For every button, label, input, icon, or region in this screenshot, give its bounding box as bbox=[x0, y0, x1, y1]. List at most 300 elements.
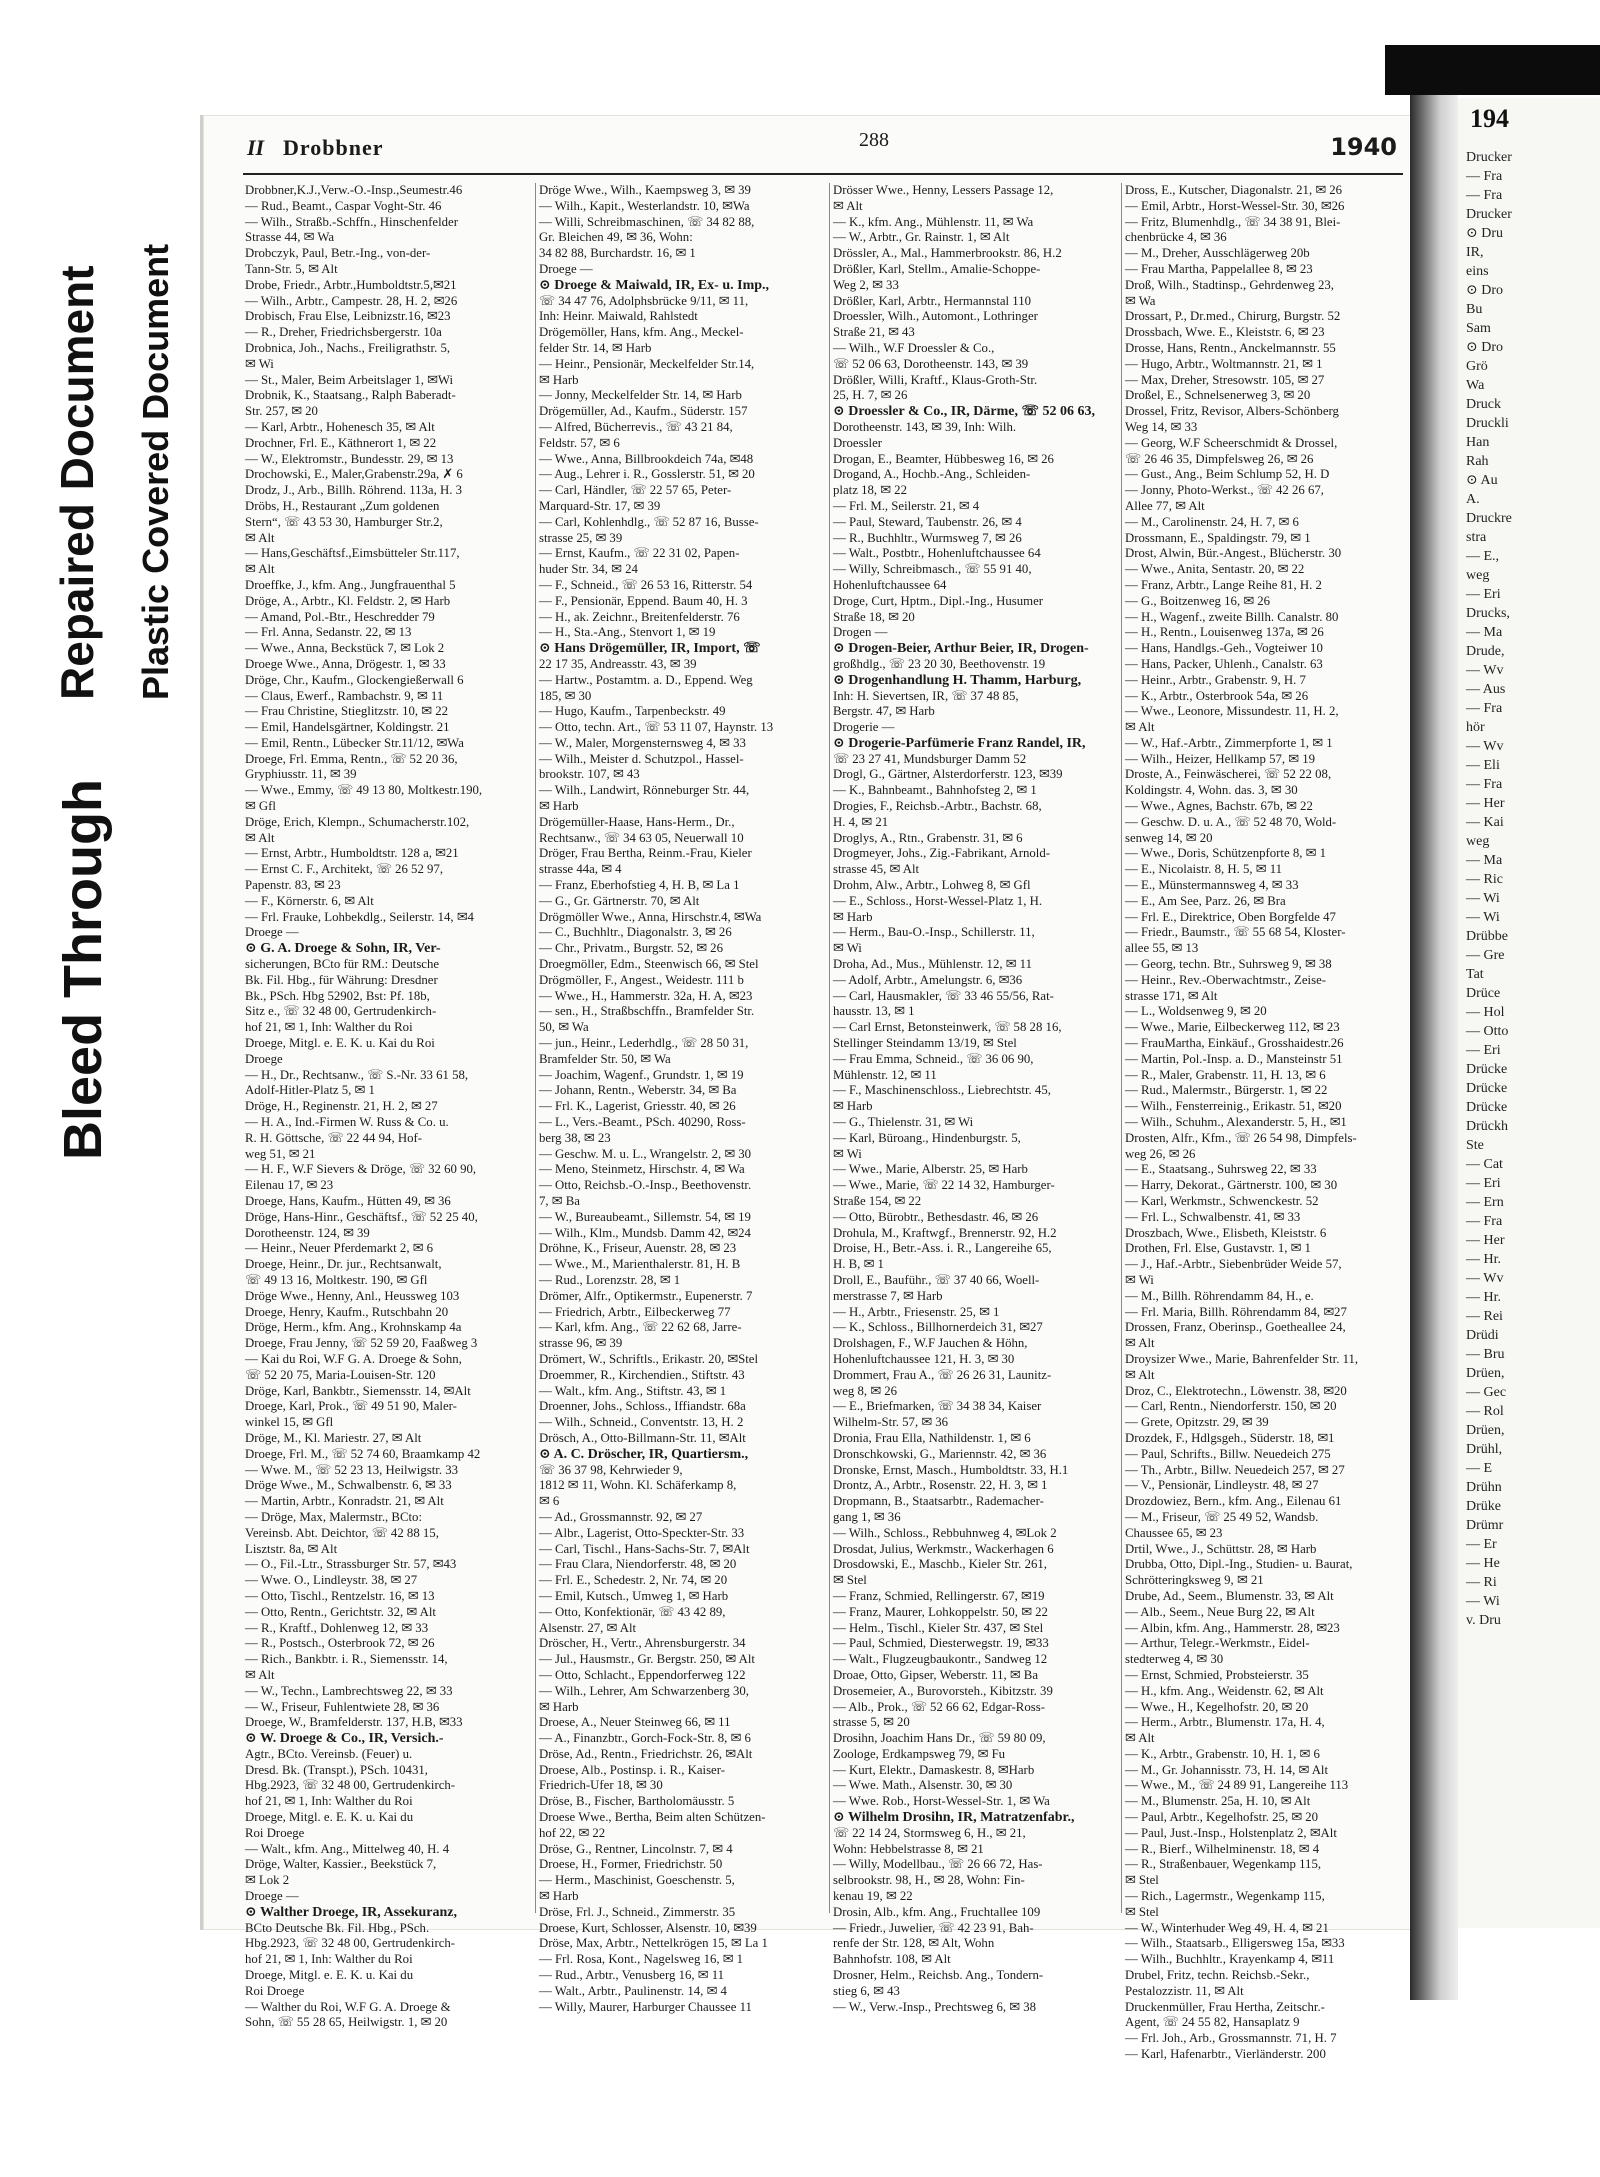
directory-entry: Marquard-Str. 17, ✉ 39 bbox=[539, 498, 661, 513]
neighbor-page-line: — Eri bbox=[1466, 587, 1501, 602]
directory-entry: — Ernst, Kaufm., ☏ 22 31 02, Papen- bbox=[539, 546, 740, 561]
directory-entry: ☏ 34 47 76, Adolphsbrücke 9/11, ✉ 11, bbox=[539, 293, 749, 308]
directory-entry: Drogan, E., Beamter, Hübbesweg 16, ✉ 26 bbox=[833, 451, 1054, 466]
directory-entry: — Alfred, Bücherrevis., ☏ 43 21 84, bbox=[539, 419, 733, 434]
directory-entry: — W., Elektromstr., Bundesstr. 29, ✉ 13 bbox=[245, 451, 454, 466]
neighbor-page-line: Drückh bbox=[1466, 1119, 1508, 1134]
directory-entry: ⊙ G. A. Droege & Sohn, IR, Ver- bbox=[245, 941, 441, 957]
directory-entry: winkel 15, ✉ Gfl bbox=[245, 1415, 334, 1430]
directory-entry: ✉ Harb bbox=[833, 1099, 873, 1114]
directory-entry: Straße 154, ✉ 22 bbox=[833, 1194, 922, 1208]
directory-entry: Stern“, ☏ 43 53 30, Hamburger Str.2, bbox=[245, 514, 443, 529]
neighbor-page-line: Drucker bbox=[1466, 207, 1512, 222]
directory-entry: — Harry, Dekorat., Gärtnerstr. 100, ✉ 30 bbox=[1125, 1178, 1338, 1193]
directory-entry: Bahnhofstr. 108, ✉ Alt bbox=[833, 1952, 951, 1967]
directory-entry: berg 38, ✉ 23 bbox=[539, 1130, 611, 1145]
directory-entry: — Wwe., Leonore, Missundestr. 11, H. 2, bbox=[1125, 704, 1339, 719]
directory-entry: — sen., H., Straßbschffn., Bramfelder Str. bbox=[539, 1004, 755, 1019]
directory-entry: — Wwe., Marie, Eilbeckerweg 112, ✉ 23 bbox=[1125, 1020, 1340, 1035]
directory-entry: — Max, Dreher, Stresowstr. 105, ✉ 27 bbox=[1125, 372, 1325, 387]
directory-entry: ✉ Wi bbox=[245, 356, 274, 371]
directory-entry: 185, ✉ 30 bbox=[539, 688, 592, 703]
directory-entry: Drozdowiez, Bern., kfm. Ang., Eilenau 61 bbox=[1125, 1494, 1342, 1509]
directory-entry: Drogies, F., Reichsb.-Arbtr., Bachstr. 68, bbox=[833, 799, 1042, 814]
directory-entry: Lisztstr. 8a, ✉ Alt bbox=[245, 1541, 338, 1556]
directory-entry: — Wilh., Arbtr., Campestr. 28, H. 2, ✉26 bbox=[245, 293, 458, 308]
directory-entry: 50, ✉ Wa bbox=[539, 1020, 589, 1035]
directory-entry: — Georg, W.F Scheerschmidt & Drossel, bbox=[1125, 435, 1338, 450]
directory-entry: — Wilh., Schloss., Rebbuhnweg 4, ✉Lok 2 bbox=[833, 1525, 1057, 1540]
neighbor-page-year: 194 bbox=[1470, 104, 1509, 133]
directory-entry: — Frl. Joh., Arb., Grossmannstr. 71, H. 7 bbox=[1125, 2031, 1337, 2046]
directory-entry: Dröscher, H., Vertr., Ahrensburgerstr. 34 bbox=[539, 1636, 746, 1651]
directory-entry: hof 21, ✉ 1, Inh: Walther du Roi bbox=[245, 1794, 413, 1809]
directory-entry: — H., Rentn., Louisenweg 137a, ✉ 26 bbox=[1125, 625, 1324, 640]
directory-entry: Straße 21, ✉ 43 bbox=[833, 325, 915, 340]
directory-entry: — Otto, Reichsb.-O.-Insp., Beethovenstr. bbox=[539, 1178, 752, 1193]
directory-entry: — Wwe. O., Lindleystr. 38, ✉ 27 bbox=[245, 1573, 418, 1588]
column-divider bbox=[829, 183, 830, 1913]
directory-entry: ⊙ Hans Drögemüller, IR, Import, ☏ bbox=[539, 641, 761, 657]
directory-entry: gang 1, ✉ 36 bbox=[833, 1509, 901, 1524]
directory-entry: Drolshagen, F., W.F Jauchen & Höhn, bbox=[833, 1336, 1028, 1351]
directory-entry: — Wwe., Marie, ☏ 22 14 32, Hamburger- bbox=[833, 1178, 1055, 1193]
directory-entry: — Georg, techn. Btr., Suhrsweg 9, ✉ 38 bbox=[1125, 957, 1332, 972]
directory-entry: Bergstr. 47, ✉ Harb bbox=[833, 704, 935, 719]
neighbor-page-line: weg bbox=[1466, 834, 1490, 849]
directory-entry: Droege, W., Bramfelderstr. 137, H.B, ✉33 bbox=[245, 1715, 463, 1730]
directory-entry: Sitz e., ☏ 32 48 00, Gertrudenkirch- bbox=[245, 1004, 437, 1019]
neighbor-page-line: Wa bbox=[1466, 378, 1485, 393]
neighbor-page-line: Drücke bbox=[1466, 1100, 1508, 1115]
directory-entry: Dröse, Max, Arbtr., Nettelkrögen 15, ✉ La 1 bbox=[539, 1936, 768, 1951]
directory-entry: ⊙ Wilhelm Drosihn, IR, Matratzenfabr., bbox=[833, 1810, 1075, 1826]
directory-entry: — Rich., Lagermstr., Wegenkamp 115, bbox=[1125, 1889, 1325, 1904]
directory-entry: Droll, E., Bauführ., ☏ 37 40 66, Woell- bbox=[833, 1272, 1040, 1287]
directory-entry: — M., Friseur, ☏ 25 49 52, Wandsb. bbox=[1125, 1509, 1319, 1524]
neighbor-page-line: — Fra bbox=[1466, 1214, 1503, 1229]
directory-entry: — Frau Christine, Stieglitzstr. 10, ✉ 22 bbox=[245, 704, 449, 719]
directory-entry: Drogl, G., Gärtner, Alsterdorferstr. 123, ✉39 bbox=[833, 767, 1063, 782]
directory-entry: sicherungen, BCto für RM.: Deutsche bbox=[245, 957, 440, 972]
directory-entry: Str. 257, ✉ 20 bbox=[245, 404, 318, 419]
directory-entry: — E., Staatsang., Suhrsweg 22, ✉ 33 bbox=[1125, 1162, 1317, 1177]
directory-entry: — Wwe., Anna, Billbrookdeich 74a, ✉48 bbox=[539, 451, 754, 466]
page-title: Drobbner bbox=[283, 135, 384, 160]
directory-entry: 25, H. 7, ✉ 26 bbox=[833, 388, 908, 403]
directory-entry: Rechtsanw., ☏ 34 63 05, Neuerwall 10 bbox=[539, 830, 744, 845]
directory-entry: — Meno, Steinmetz, Hirschstr. 4, ✉ Wa bbox=[539, 1162, 745, 1177]
directory-entry: ✉ Lok 2 bbox=[245, 1873, 290, 1888]
directory-entry: Dröge, Herm., kfm. Ang., Krohnskamp 4a bbox=[245, 1320, 462, 1335]
directory-entry: — Chr., Privatm., Burgstr. 52, ✉ 26 bbox=[539, 941, 723, 956]
neighbor-page-line: — Ric bbox=[1466, 872, 1503, 887]
directory-entry: Feldstr. 57, ✉ 6 bbox=[539, 435, 620, 450]
directory-entry: Drossmann, E., Spaldingstr. 79, ✉ 1 bbox=[1125, 530, 1311, 545]
neighbor-page-line: — Her bbox=[1466, 796, 1505, 811]
directory-entry: — Wilh., Schuhm., Alexanderstr. 5, H., ✉1 bbox=[1125, 1115, 1347, 1130]
directory-entry: Dross, E., Kutscher, Diagonalstr. 21, ✉ 26 bbox=[1125, 183, 1343, 197]
directory-entry: — Emil, Arbtr., Horst-Wessel-Str. 30, ✉26 bbox=[1125, 198, 1345, 213]
directory-entry: — Frl. Maria, Billh. Röhrendamm 84, ✉27 bbox=[1125, 1304, 1347, 1319]
directory-entry: — Alb., Prok., ☏ 52 66 62, Edgar-Ross- bbox=[833, 1699, 1045, 1714]
directory-entry: Drossart, P., Dr.med., Chirurg, Burgstr. 52 bbox=[1125, 309, 1341, 324]
directory-entry: Droege, Frau Jenny, ☏ 52 59 20, Faaßweg 3 bbox=[245, 1336, 478, 1351]
directory-entry: ✉ Wi bbox=[833, 941, 862, 956]
directory-entry: ☏ 22 14 24, Stormsweg 6, H., ✉ 21, bbox=[833, 1825, 1026, 1840]
neighbor-page-line: — Eli bbox=[1466, 758, 1500, 773]
directory-entry: — H., Wagenf., zweite Billh. Canalstr. 80 bbox=[1125, 609, 1339, 624]
directory-entry: — A., Finanzbtr., Gorch-Fock-Str. 8, ✉ 6 bbox=[539, 1731, 751, 1746]
directory-entry: strasse 45, ✉ Alt bbox=[833, 862, 920, 877]
directory-entry: — Adolf, Arbtr., Amelungstr. 6, ✉36 bbox=[833, 972, 1023, 987]
directory-entry: ⊙ Droessler & Co., IR, Därme, ☏ 52 06 63, bbox=[833, 404, 1096, 420]
directory-entry: stedterweg 4, ✉ 30 bbox=[1125, 1652, 1224, 1667]
neighbor-page-line: — Ern bbox=[1466, 1195, 1504, 1210]
directory-entry: Straße 18, ✉ 20 bbox=[833, 609, 915, 624]
directory-entry: — St., Maler, Beim Arbeitslager 1, ✉Wi bbox=[245, 372, 454, 387]
directory-entry: Droege, Hans, Kaufm., Hütten 49, ✉ 36 bbox=[245, 1194, 451, 1208]
neighbor-page-line: — Wi bbox=[1466, 910, 1500, 925]
directory-entry: ✉ Alt bbox=[1125, 1731, 1155, 1746]
directory-entry: — Heinr., Pensionär, Meckelfelder Str.14, bbox=[539, 356, 755, 371]
directory-entry: Drosdowski, E., Maschb., Kieler Str. 261, bbox=[833, 1557, 1047, 1572]
neighbor-page-line: — Bru bbox=[1466, 1347, 1505, 1362]
directory-entry: großhdlg., ☏ 23 20 30, Beethovenstr. 19 bbox=[833, 656, 1046, 671]
directory-entry: — Wwe., H., Kegelhofstr. 20, ✉ 20 bbox=[1125, 1699, 1309, 1714]
directory-entry: — M., Billh. Röhrendamm 84, H., e. bbox=[1125, 1288, 1314, 1303]
neighbor-page-line: Drüke bbox=[1466, 1499, 1501, 1514]
directory-entry: Weg 14, ✉ 33 bbox=[1125, 419, 1198, 434]
neighbor-page bbox=[1458, 98, 1600, 1928]
directory-entry: Droese, H., Former, Friedrichstr. 50 bbox=[539, 1857, 723, 1872]
directory-entry: Drtil, Wwe., J., Schüttstr. 28, ✉ Harb bbox=[1125, 1541, 1317, 1556]
directory-entry: — C., Buchhltr., Diagonalstr. 3, ✉ 26 bbox=[539, 925, 732, 940]
neighbor-page-line: — Cat bbox=[1466, 1157, 1503, 1172]
directory-entry: ⊙ Droege & Maiwald, IR, Ex- u. Imp., bbox=[539, 277, 770, 293]
directory-entry: — Friedrich, Arbtr., Eilbeckerweg 77 bbox=[539, 1304, 731, 1319]
directory-entry: ☏ 26 46 35, Dimpfelsweg 26, ✉ 26 bbox=[1125, 451, 1314, 466]
directory-entry: strasse 171, ✉ Alt bbox=[1125, 988, 1218, 1003]
directory-entry: Droege — bbox=[539, 261, 593, 276]
directory-entry: ⊙ Drogen-Beier, Arthur Beier, IR, Drogen- bbox=[833, 641, 1089, 657]
directory-entry: — Wwe., M., Marienthalerstr. 81, H. B bbox=[539, 1257, 741, 1272]
neighbor-page-line: IR, bbox=[1466, 245, 1484, 260]
directory-entry: — Wwe., Agnes, Bachstr. 67b, ✉ 22 bbox=[1125, 799, 1313, 814]
neighbor-page-line: Drucks, bbox=[1466, 606, 1510, 621]
directory-entry: — W., Arbtr., Gr. Rainstr. 1, ✉ Alt bbox=[833, 230, 1010, 245]
directory-entry: Dröbs, H., Restaurant „Zum goldenen bbox=[245, 498, 440, 513]
directory-entry: — O., Fil.-Ltr., Strassburger Str. 57, ✉43 bbox=[245, 1557, 457, 1572]
directory-entry: Gr. Bleichen 49, ✉ 36, Wohn: bbox=[539, 230, 693, 245]
directory-entry: — R., Kraftf., Dohlenweg 12, ✉ 33 bbox=[245, 1620, 429, 1635]
directory-entry: Drögmöller, F., Angest., Weidestr. 111 b bbox=[539, 972, 744, 987]
directory-entry: Droege, Heinr., Dr. jur., Rechtsanwalt, bbox=[245, 1257, 442, 1272]
directory-entry: — Wwe. Math., Alsenstr. 30, ✉ 30 bbox=[833, 1778, 1013, 1793]
directory-entry: — Grete, Opitzstr. 29, ✉ 39 bbox=[1125, 1415, 1269, 1430]
directory-entry: — Frl. Rosa, Kont., Nagelsweg 16, ✉ 1 bbox=[539, 1952, 744, 1967]
directory-entry: strasse 96, ✉ 39 bbox=[539, 1336, 623, 1351]
directory-entry: — W., Bureaubeamt., Sillemstr. 54, ✉ 19 bbox=[539, 1209, 751, 1224]
directory-entry: Dröge, M., Kl. Mariestr. 27, ✉ Alt bbox=[245, 1430, 422, 1445]
directory-entry: Droysizer Wwe., Marie, Bahrenfelder Str. 11, bbox=[1125, 1351, 1359, 1366]
directory-entry: — Wilh., Heizer, Hellkamp 57, ✉ 19 bbox=[1125, 751, 1315, 766]
neighbor-page-line: — Gec bbox=[1466, 1385, 1507, 1400]
directory-entry: ✉ 6 bbox=[539, 1494, 560, 1509]
neighbor-page-line: Drühl, bbox=[1466, 1442, 1503, 1457]
neighbor-page-line: ⊙ Dro bbox=[1466, 340, 1504, 355]
directory-entry: — Walt., Flugzeugbaukontr., Sandweg 12 bbox=[833, 1652, 1048, 1667]
directory-entry: Tann-Str. 5, ✉ Alt bbox=[245, 261, 338, 276]
directory-entry: strasse 5, ✉ 20 bbox=[833, 1715, 910, 1730]
directory-entry: Koldingstr. 4, Wohn. das. 3, ✉ 30 bbox=[1125, 783, 1298, 798]
neighbor-page-line: — Wv bbox=[1466, 739, 1504, 754]
directory-entry: — Walther du Roi, W.F G. A. Droege & bbox=[245, 1999, 451, 2014]
directory-entry: Droege, Mitgl. e. E. K. u. Kai du bbox=[245, 1968, 414, 1983]
directory-entry: — Ernst, Schmied, Probsteierstr. 35 bbox=[1125, 1667, 1309, 1682]
directory-entry: Drögmöller Wwe., Anna, Hirschstr.4, ✉Wa bbox=[539, 909, 762, 924]
directory-entry: Papenstr. 83, ✉ 23 bbox=[245, 878, 341, 893]
directory-entry: Druckenmüller, Frau Hertha, Zeitschr.- bbox=[1125, 1999, 1325, 2014]
directory-entry: — Frau Martha, Pappelallee 8, ✉ 23 bbox=[1125, 261, 1313, 276]
directory-entry: — G., Boitzenweg 16, ✉ 26 bbox=[1125, 593, 1271, 608]
directory-entry: Strasse 44, ✉ Wa bbox=[245, 230, 335, 245]
directory-entry: R. H. Göttsche, ☏ 22 44 94, Hof- bbox=[245, 1130, 423, 1145]
directory-entry: — Hans,Geschäftsf.,Eimsbütteler Str.117, bbox=[245, 546, 460, 561]
directory-entry: — Wilh., Buchhltr., Krayenkamp 4, ✉11 bbox=[1125, 1952, 1335, 1967]
neighbor-page-line: — Fra bbox=[1466, 777, 1503, 792]
directory-entry: — Otto, techn. Art., ☏ 53 11 07, Haynstr. 13 bbox=[539, 720, 774, 735]
directory-entry: ⊙ Walther Droege, IR, Assekuranz, bbox=[245, 1904, 458, 1920]
neighbor-page-line: Druckre bbox=[1466, 511, 1512, 526]
directory-entry: Drössler, A., Mal., Hammerbrookstr. 86, H.2 bbox=[833, 246, 1062, 261]
directory-entry: Droeffke, J., kfm. Ang., Jungfrauenthal 5 bbox=[245, 577, 456, 592]
directory-entry: Pestalozzistr. 11, ✉ Alt bbox=[1125, 1983, 1244, 1998]
directory-entry: Droenner, Johs., Schloss., Iffiandstr. 68a bbox=[539, 1399, 746, 1414]
neighbor-page-line: Drude, bbox=[1466, 644, 1505, 659]
neighbor-page-line: — Aus bbox=[1466, 682, 1506, 697]
directory-entry: — Wilh., Lehrer, Am Schwarzenberg 30, bbox=[539, 1683, 749, 1698]
directory-entry: ✉ Stel bbox=[1125, 1904, 1159, 1919]
directory-entry: Drosner, Helm., Reichsb. Ang., Tondern- bbox=[833, 1968, 1044, 1983]
directory-entry: Drögemöller, Hans, kfm. Ang., Meckel- bbox=[539, 325, 744, 340]
directory-entry: — Frl. E., Direktrice, Oben Borgfelde 47 bbox=[1125, 909, 1336, 924]
directory-entry: — G., Thielenstr. 31, ✉ Wi bbox=[833, 1115, 974, 1130]
directory-entry: — F., Schneid., ☏ 26 53 16, Ritterstr. 54 bbox=[539, 577, 753, 592]
neighbor-page-text bbox=[1466, 148, 1512, 1630]
neighbor-page-line: Drühn bbox=[1466, 1480, 1502, 1495]
directory-entry: H. B, ✉ 1 bbox=[833, 1257, 884, 1272]
directory-entry: — Albin, kfm. Ang., Hammerstr. 28, ✉23 bbox=[1125, 1620, 1340, 1635]
directory-entry: hof 22, ✉ 22 bbox=[539, 1825, 606, 1840]
neighbor-page-line: — Fra bbox=[1466, 169, 1503, 184]
directory-entry: — Paul, Steward, Taubenstr. 26, ✉ 4 bbox=[833, 514, 1022, 529]
directory-entry: — Martin, Pol.-Insp. a. D., Mansteinstr 51 bbox=[1125, 1051, 1343, 1066]
directory-entry: Dröge, Karl, Bankbtr., Siemensstr. 14, ✉Alt bbox=[245, 1383, 471, 1398]
directory-entry: — E., Münstermannsweg 4, ✉ 33 bbox=[1125, 878, 1299, 893]
directory-entry: — Wwe., Anna, Beckstück 7, ✉ Lok 2 bbox=[245, 641, 445, 656]
directory-entry: Bk. Fil. Hbg., für Währung: Dresdner bbox=[245, 972, 438, 987]
directory-entry: — Fritz, Blumenhdlg., ☏ 34 38 91, Blei- bbox=[1125, 214, 1341, 229]
directory-entry: — Otto, Rentn., Gerichtstr. 32, ✉ Alt bbox=[245, 1604, 436, 1619]
directory-entry: — Jul., Hausmstr., Gr. Bergstr. 250, ✉ Alt bbox=[539, 1652, 755, 1667]
directory-entry: — Alb., Seem., Neue Burg 22, ✉ Alt bbox=[1125, 1604, 1315, 1619]
directory-entry: Weg 2, ✉ 33 bbox=[833, 277, 899, 292]
directory-entry: ✉ Harb bbox=[539, 372, 579, 387]
directory-entry: Drohula, M., Kraftwgf., Brennerstr. 92, H.2 bbox=[833, 1225, 1057, 1240]
directory-entry: Droege bbox=[245, 1051, 283, 1066]
directory-entry: — M., Blumenstr. 25a, H. 10, ✉ Alt bbox=[1125, 1794, 1311, 1809]
directory-entry: Drobnik, K., Staatsang., Ralph Baberadt- bbox=[245, 388, 456, 403]
directory-entry: — Heinr., Arbtr., Grabenstr. 9, H. 7 bbox=[1125, 672, 1306, 687]
directory-entry: Droege, Frl. Emma, Rentn., ☏ 52 20 36, bbox=[245, 751, 458, 766]
directory-entry: — Emil, Kutsch., Umweg 1, ✉ Harb bbox=[539, 1588, 729, 1603]
directory-entry: — Wilh., Landwirt, Rönneburger Str. 44, bbox=[539, 783, 750, 798]
directory-entry: — Frl. Anna, Sedanstr. 22, ✉ 13 bbox=[245, 625, 412, 640]
directory-entry: ✉ Alt bbox=[245, 1667, 275, 1682]
neighbor-page-line: Tat bbox=[1466, 967, 1484, 982]
directory-entry: Zoologe, Erdkampsweg 79, ✉ Fu bbox=[833, 1746, 1006, 1761]
directory-entry: Drogen — bbox=[833, 625, 888, 640]
directory-entry: Dröge, Chr., Kaufm., Glockengießerwall 6 bbox=[245, 672, 464, 687]
directory-entry: Dröge, Walter, Kassier., Beekstück 7, bbox=[245, 1857, 437, 1872]
directory-entry: merstrasse 7, ✉ Harb bbox=[833, 1288, 943, 1303]
directory-entry: Hohenluftchaussee 64 bbox=[833, 577, 947, 592]
directory-entry: ✉ Wi bbox=[833, 1146, 862, 1161]
directory-entry: Droste, A., Feinwäscherei, ☏ 52 22 08, bbox=[1125, 767, 1332, 782]
directory-entry: — Geschw. D. u. A., ☏ 52 48 70, Wold- bbox=[1125, 814, 1337, 829]
neighbor-page-line: — Ri bbox=[1466, 1575, 1497, 1590]
neighbor-page-line: — Gre bbox=[1466, 948, 1505, 963]
directory-entry: Dröge Wwe., Henny, Anl., Heussweg 103 bbox=[245, 1288, 460, 1303]
neighbor-page-line: ⊙ Dru bbox=[1466, 226, 1504, 241]
directory-entry: Wilhelm-Str. 57, ✉ 36 bbox=[833, 1415, 949, 1430]
directory-entry: strasse 25, ✉ 39 bbox=[539, 530, 623, 545]
edition-year: 1940 bbox=[1330, 133, 1397, 161]
directory-entry: Droßel, E., Schnelsenerweg 3, ✉ 20 bbox=[1125, 388, 1311, 403]
directory-entry: — Ernst C. F., Architekt, ☏ 26 52 97, bbox=[245, 862, 444, 877]
directory-entry: Agtr., BCto. Vereinsb. (Feuer) u. bbox=[245, 1746, 413, 1761]
directory-entry: Dröge Wwe., M., Schwalbenstr. 6, ✉ 33 bbox=[245, 1478, 452, 1493]
directory-entry: — Walt., kfm. Ang., Stiftstr. 43, ✉ 1 bbox=[539, 1383, 727, 1398]
directory-entry: — Carl, Tischl., Hans-Sachs-Str. 7, ✉Alt bbox=[539, 1541, 750, 1556]
neighbor-page-line: — Wv bbox=[1466, 1271, 1504, 1286]
directory-entry: 1812 ✉ 11, Wohn. Kl. Schäferkamp 8, bbox=[539, 1478, 737, 1493]
directory-entry: — Wilh., Kapit., Westerlandstr. 10, ✉Wa bbox=[539, 198, 750, 213]
directory-entry: — H., Sta.-Ang., Stenvort 1, ✉ 19 bbox=[539, 625, 716, 640]
directory-entry: Droessler, Wilh., Automont., Lothringer bbox=[833, 309, 1038, 324]
directory-column-3 bbox=[833, 183, 1121, 2014]
directory-entry: Drosihn, Joachim Hans Dr., ☏ 59 80 09, bbox=[833, 1731, 1046, 1746]
neighbor-page-line: — Rol bbox=[1466, 1404, 1504, 1419]
directory-entry: — Wwe., Emmy, ☏ 49 13 80, Moltkestr.190, bbox=[245, 783, 483, 798]
directory-entry: — K., Arbtr., Grabenstr. 10, H. 1, ✉ 6 bbox=[1125, 1746, 1320, 1761]
directory-entry: Droege Wwe., Anna, Drögestr. 1, ✉ 33 bbox=[245, 656, 446, 671]
directory-entry: Droge, Curt, Hptm., Dipl.-Ing., Husumer bbox=[833, 593, 1044, 608]
directory-entry: — R., Buchhltr., Wurmsweg 7, ✉ 26 bbox=[833, 530, 1022, 545]
directory-entry: Roi Droege bbox=[245, 1983, 305, 1998]
directory-entry: Droessler bbox=[833, 435, 883, 450]
directory-entry: — Arthur, Telegr.-Werkmstr., Eidel- bbox=[1125, 1636, 1310, 1651]
directory-column-1 bbox=[245, 183, 533, 2030]
neighbor-page-line: — Wi bbox=[1466, 891, 1500, 906]
scan-edge-bar bbox=[1385, 45, 1600, 95]
directory-entry: ⊙ W. Droege & Co., IR, Versich.- bbox=[245, 1731, 444, 1747]
column-divider bbox=[1121, 183, 1122, 1913]
directory-entry: — Walt., Postbtr., Hohenluftchaussee 64 bbox=[833, 546, 1041, 561]
directory-entry: — Frl. K., Lagerist, Griesstr. 40, ✉ 26 bbox=[539, 1099, 736, 1114]
directory-entry: — M., Gr. Johannisstr. 73, H. 14, ✉ Alt bbox=[1125, 1762, 1329, 1777]
directory-entry: — Kurt, Elektr., Damaskestr. 8, ✉Harb bbox=[833, 1762, 1035, 1777]
directory-entry: — Karl, kfm. Ang., ☏ 22 62 68, Jarre- bbox=[539, 1320, 742, 1335]
directory-entry: Drömert, W., Schriftls., Erikastr. 20, ✉Stel bbox=[539, 1351, 759, 1366]
neighbor-page-line: — Wv bbox=[1466, 663, 1504, 678]
neighbor-page-line: — Er bbox=[1466, 1537, 1497, 1552]
neighbor-page-line: — Rei bbox=[1466, 1309, 1503, 1324]
directory-entry: — E., Am See, Parz. 26, ✉ Bra bbox=[1125, 893, 1286, 908]
neighbor-page-line: Drübbe bbox=[1466, 929, 1508, 944]
directory-entry: — W., Maler, Morgensternsweg 4, ✉ 33 bbox=[539, 735, 746, 750]
directory-entry: Dröse, Ad., Rentn., Friedrichstr. 26, ✉Alt bbox=[539, 1746, 753, 1761]
directory-entry: — M., Carolinenstr. 24, H. 7, ✉ 6 bbox=[1125, 514, 1299, 529]
directory-entry: Dorotheenstr. 124, ✉ 39 bbox=[245, 1225, 370, 1240]
directory-entry: — Karl, Arbtr., Hohenesch 35, ✉ Alt bbox=[245, 419, 435, 434]
directory-entry: Droha, Ad., Mus., Mühlenstr. 12, ✉ 11 bbox=[833, 957, 1033, 972]
directory-entry: — Heinr., Neuer Pferdemarkt 2, ✉ 6 bbox=[245, 1241, 434, 1256]
directory-entry: Dronske, Ernst, Masch., Humboldtstr. 33, H.1 bbox=[833, 1462, 1069, 1477]
directory-entry: Droegmöller, Edm., Steenwisch 66, ✉ Stel bbox=[539, 957, 759, 972]
directory-entry: — Kai du Roi, W.F G. A. Droege & Sohn, bbox=[245, 1351, 462, 1366]
directory-entry: Drogerie — bbox=[833, 720, 895, 735]
neighbor-page-line: — Hr. bbox=[1466, 1290, 1501, 1305]
directory-entry: Drößler, Willi, Kraftf., Klaus-Groth-Str. bbox=[833, 372, 1038, 387]
directory-entry: — E., Nicolaistr. 8, H. 5, ✉ 11 bbox=[1125, 862, 1283, 877]
directory-entry: — L., Woldsenweg 9, ✉ 20 bbox=[1125, 1004, 1267, 1019]
directory-entry: — Herm., Arbtr., Blumenstr. 17a, H. 4, bbox=[1125, 1715, 1325, 1730]
directory-entry: platz 18, ✉ 22 bbox=[833, 483, 907, 498]
directory-entry: — F., Pensionär, Eppend. Baum 40, H. 3 bbox=[539, 593, 748, 608]
directory-entry: — K., kfm. Ang., Mühlenstr. 11, ✉ Wa bbox=[833, 214, 1034, 229]
directory-entry: ⊙ Drogenhandlung H. Thamm, Harburg, bbox=[833, 672, 1082, 688]
page-number: 288 bbox=[859, 129, 889, 151]
directory-entry: — Gust., Ang., Beim Schlump 52, H. D bbox=[1125, 467, 1330, 482]
directory-entry: — Hugo, Arbtr., Woltmannstr. 21, ✉ 1 bbox=[1125, 356, 1323, 371]
directory-entry: ✉ Gfl bbox=[245, 799, 276, 814]
directory-entry: — Amand, Pol.-Btr., Heschredder 79 bbox=[245, 609, 435, 624]
directory-entry: Bk., PSch. Hbg 52902, Bst: Pf. 18b, bbox=[245, 988, 430, 1003]
directory-entry: Drube, Ad., Seem., Blumenstr. 33, ✉ Alt bbox=[1125, 1588, 1334, 1603]
neighbor-page-line: Ste bbox=[1466, 1138, 1484, 1153]
directory-entry: Droege — bbox=[245, 1889, 299, 1904]
directory-entry: — W., Techn., Lambrechtsweg 22, ✉ 33 bbox=[245, 1683, 453, 1698]
directory-entry: ☏ 52 20 75, Maria-Louisen-Str. 120 bbox=[245, 1367, 436, 1382]
directory-entry: — Paul, Arbtr., Kegelhofstr. 25, ✉ 20 bbox=[1125, 1810, 1319, 1825]
neighbor-page-line: — He bbox=[1466, 1556, 1500, 1571]
directory-entry: — Carl, Rentn., Niendorferstr. 150, ✉ 20 bbox=[1125, 1399, 1337, 1414]
neighbor-page-line: — Ma bbox=[1466, 853, 1503, 868]
directory-entry: Dorotheenstr. 143, ✉ 39, Inh: Wilh. bbox=[833, 419, 1017, 434]
directory-entry: — Frau Clara, Niendorferstr. 48, ✉ 20 bbox=[539, 1557, 737, 1572]
directory-entry: Sohn, ☏ 55 28 65, Heilwigstr. 1, ✉ 20 bbox=[245, 2015, 448, 2030]
directory-entry: — Hans, Packer, Uhlenh., Canalstr. 63 bbox=[1125, 656, 1323, 671]
directory-entry: — Carl Ernst, Betonsteinwerk, ☏ 58 28 16, bbox=[833, 1020, 1062, 1035]
directory-entry: — W., Verw.-Insp., Prechtsweg 6, ✉ 38 bbox=[833, 1999, 1037, 2014]
directory-entry: — R., Dreher, Friedrichsbergerstr. 10a bbox=[245, 325, 442, 340]
directory-entry: — Otto, Konfektionär, ☏ 43 42 89, bbox=[539, 1604, 726, 1619]
directory-entry: — Wwe. Rob., Horst-Wessel-Str. 1, ✉ Wa bbox=[833, 1794, 1050, 1809]
directory-entry: Droae, Otto, Gipser, Weberstr. 11, ✉ Ba bbox=[833, 1667, 1038, 1682]
directory-entry: Bramfelder Str. 50, ✉ Wa bbox=[539, 1051, 671, 1066]
